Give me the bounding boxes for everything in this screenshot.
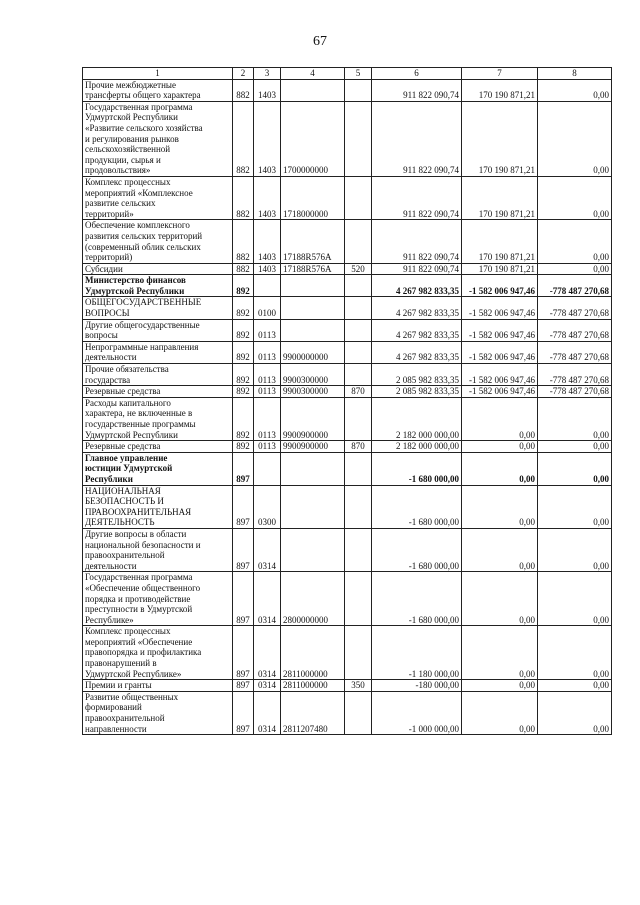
amount-col8-cell: 0,00 — [538, 441, 612, 453]
department-code-cell: 892 — [233, 297, 254, 319]
table-row — [83, 626, 612, 680]
section-code-cell: 0113 — [254, 319, 281, 341]
amount-col7-cell: 0,00 — [462, 626, 538, 680]
expense-type-cell — [345, 297, 372, 319]
department-code-cell: 897 — [233, 680, 254, 692]
section-code-cell: 0300 — [254, 485, 281, 528]
amount-col6-cell: -1 680 000,00 — [372, 452, 462, 485]
amount-col8-cell: -778 487 270,68 — [538, 297, 612, 319]
item-name-cell — [83, 101, 233, 176]
item-name-cell — [83, 397, 233, 440]
amount-col6-cell: 4 267 982 833,35 — [372, 319, 462, 341]
item-name-cell — [83, 441, 233, 453]
department-code-cell: 882 — [233, 101, 254, 176]
amount-col8-cell: 0,00 — [538, 572, 612, 626]
item-name-cell — [83, 386, 233, 398]
expense-type-cell — [345, 691, 372, 734]
item-name-cell — [83, 364, 233, 386]
amount-col7-cell: -1 582 006 947,46 — [462, 386, 538, 398]
target-article-cell: 17188R576A — [281, 263, 345, 275]
amount-col6-cell: 911 822 090,74 — [372, 176, 462, 219]
target-article-cell: 9900000000 — [281, 341, 345, 363]
target-article-cell: 2811000000 — [281, 626, 345, 680]
amount-col8-cell: 0,00 — [538, 220, 612, 263]
item-name-text: Государственная программа Удмуртской Республики «Развитие сельского хозяйства и регулирования рынков сельскохозяйственной продукции, сырья и продовольствия» — [85, 101, 203, 176]
table-row — [83, 691, 612, 734]
expense-type-cell — [345, 319, 372, 341]
amount-col7-cell: 170 190 871,21 — [462, 101, 538, 176]
table-row — [83, 275, 612, 297]
target-article-cell — [281, 485, 345, 528]
target-article-cell — [281, 79, 345, 101]
section-code-cell: 0113 — [254, 341, 281, 363]
amount-col8-cell: -778 487 270,68 — [538, 341, 612, 363]
amount-col8-cell: 0,00 — [538, 176, 612, 219]
target-article-cell: 9900900000 — [281, 397, 345, 440]
expense-type-cell — [345, 572, 372, 626]
section-code-cell: 1403 — [254, 79, 281, 101]
column-header: 4 — [281, 68, 345, 80]
amount-col6-cell: 911 822 090,74 — [372, 101, 462, 176]
column-header: 5 — [345, 68, 372, 80]
section-code-cell: 1403 — [254, 176, 281, 219]
amount-col6-cell: 911 822 090,74 — [372, 79, 462, 101]
department-code-cell: 892 — [233, 341, 254, 363]
table-row — [83, 528, 612, 571]
target-article-cell: 2811000000 — [281, 680, 345, 692]
section-code-cell: 0113 — [254, 386, 281, 398]
expense-type-cell — [345, 79, 372, 101]
amount-col7-cell: -1 582 006 947,46 — [462, 364, 538, 386]
item-name-cell — [83, 626, 233, 680]
amount-col6-cell: 2 182 000 000,00 — [372, 441, 462, 453]
target-article-cell — [281, 275, 345, 297]
column-header: 7 — [462, 68, 538, 80]
target-article-cell — [281, 452, 345, 485]
target-article-cell: 1718000000 — [281, 176, 345, 219]
amount-col6-cell: 4 267 982 833,35 — [372, 275, 462, 297]
column-header: 8 — [538, 68, 612, 80]
table-row — [83, 176, 612, 219]
amount-col7-cell: 170 190 871,21 — [462, 176, 538, 219]
table-row — [83, 341, 612, 363]
section-code-cell: 0314 — [254, 572, 281, 626]
department-code-cell: 892 — [233, 397, 254, 440]
column-header: 1 — [83, 68, 233, 80]
department-code-cell: 882 — [233, 79, 254, 101]
expense-type-cell — [345, 626, 372, 680]
page-number: 67 — [313, 34, 327, 49]
amount-col7-cell: 0,00 — [462, 441, 538, 453]
target-article-cell — [281, 297, 345, 319]
section-code-cell — [254, 452, 281, 485]
amount-col7-cell: 170 190 871,21 — [462, 220, 538, 263]
target-article-cell: 2800000000 — [281, 572, 345, 626]
budget-table — [82, 67, 612, 735]
table-row — [83, 297, 612, 319]
expense-type-cell — [345, 397, 372, 440]
target-article-cell — [281, 528, 345, 571]
amount-col8-cell: -778 487 270,68 — [538, 275, 612, 297]
item-name-cell — [83, 79, 233, 101]
section-code-cell — [254, 275, 281, 297]
department-code-cell: 897 — [233, 626, 254, 680]
target-article-cell: 1700000000 — [281, 101, 345, 176]
item-name-text: Непрограммные направления деятельности — [85, 341, 199, 363]
item-name-cell — [83, 275, 233, 297]
amount-col6-cell: 4 267 982 833,35 — [372, 297, 462, 319]
amount-col8-cell: 0,00 — [538, 691, 612, 734]
amount-col6-cell: 911 822 090,74 — [372, 263, 462, 275]
table-row — [83, 452, 612, 485]
department-code-cell: 892 — [233, 319, 254, 341]
amount-col8-cell: 0,00 — [538, 485, 612, 528]
department-code-cell: 882 — [233, 263, 254, 275]
item-name-text: Другие общегосударственные вопросы — [85, 319, 200, 341]
section-code-cell: 0113 — [254, 364, 281, 386]
amount-col7-cell: -1 582 006 947,46 — [462, 275, 538, 297]
table-row — [83, 220, 612, 263]
expense-type-cell — [345, 452, 372, 485]
table-row — [83, 263, 612, 275]
item-name-cell — [83, 572, 233, 626]
amount-col8-cell: 0,00 — [538, 397, 612, 440]
amount-col6-cell: -1 680 000,00 — [372, 572, 462, 626]
amount-col6-cell: 2 085 982 833,35 — [372, 364, 462, 386]
item-name-text: Премии и гранты — [85, 680, 152, 691]
amount-col7-cell: 0,00 — [462, 691, 538, 734]
amount-col8-cell: 0,00 — [538, 79, 612, 101]
amount-col7-cell: 170 190 871,21 — [462, 79, 538, 101]
expense-type-cell — [345, 485, 372, 528]
expense-type-cell: 350 — [345, 680, 372, 692]
amount-col8-cell: 0,00 — [538, 626, 612, 680]
item-name-text: Главное управление юстиции Удмуртской Республики — [85, 452, 173, 484]
item-name-cell — [83, 691, 233, 734]
amount-col7-cell: 0,00 — [462, 397, 538, 440]
item-name-text: Резервные средства — [85, 386, 161, 397]
amount-col7-cell: -1 582 006 947,46 — [462, 319, 538, 341]
item-name-cell — [83, 341, 233, 363]
table-row — [83, 397, 612, 440]
expense-type-cell — [345, 176, 372, 219]
department-code-cell: 897 — [233, 691, 254, 734]
table-row — [83, 364, 612, 386]
amount-col6-cell: 4 267 982 833,35 — [372, 341, 462, 363]
section-code-cell: 0314 — [254, 528, 281, 571]
item-name-text: Министерство финансов Удмуртской Республики — [85, 275, 186, 296]
department-code-cell: 892 — [233, 364, 254, 386]
expense-type-cell — [345, 528, 372, 571]
amount-col8-cell: 0,00 — [538, 528, 612, 571]
item-name-cell — [83, 176, 233, 219]
amount-col7-cell: -1 582 006 947,46 — [462, 297, 538, 319]
item-name-cell — [83, 485, 233, 528]
target-article-cell: 9900300000 — [281, 386, 345, 398]
item-name-text: Комплекс процессных мероприятий «Обеспечение правопорядка и профилактика правонарушений в Удмуртской Республике» — [85, 626, 202, 679]
section-code-cell: 0314 — [254, 680, 281, 692]
column-header: 3 — [254, 68, 281, 80]
amount-col8-cell: -778 487 270,68 — [538, 364, 612, 386]
amount-col8-cell: 0,00 — [538, 452, 612, 485]
amount-col8-cell: 0,00 — [538, 680, 612, 692]
column-number-row — [83, 68, 612, 80]
table-row — [83, 319, 612, 341]
amount-col7-cell: 170 190 871,21 — [462, 263, 538, 275]
expense-type-cell: 870 — [345, 386, 372, 398]
section-code-cell: 1403 — [254, 263, 281, 275]
expense-type-cell — [345, 275, 372, 297]
amount-col6-cell: -180 000,00 — [372, 680, 462, 692]
amount-col8-cell: 0,00 — [538, 263, 612, 275]
item-name-text: Прочие межбюджетные трансферты общего характера — [85, 79, 201, 101]
item-name-text: Другие вопросы в области национальной безопасности и правоохранительной деятельности — [85, 528, 201, 571]
amount-col6-cell: 911 822 090,74 — [372, 220, 462, 263]
amount-col8-cell: -778 487 270,68 — [538, 386, 612, 398]
table-row — [83, 572, 612, 626]
item-name-text: Обеспечение комплексного развития сельских территорий (современный облик сельских территорий) — [85, 220, 203, 263]
amount-col7-cell: 0,00 — [462, 572, 538, 626]
amount-col6-cell: 2 182 000 000,00 — [372, 397, 462, 440]
amount-col7-cell: 0,00 — [462, 528, 538, 571]
section-code-cell: 1403 — [254, 220, 281, 263]
amount-col6-cell: -1 680 000,00 — [372, 485, 462, 528]
table-row — [83, 680, 612, 692]
table-row — [83, 386, 612, 398]
amount-col7-cell: -1 582 006 947,46 — [462, 341, 538, 363]
item-name-text: Государственная программа «Обеспечение общественного порядка и противодействие преступности в Удмуртской Республике» — [85, 572, 201, 625]
item-name-text: Субсидии — [85, 263, 123, 274]
section-code-cell: 0113 — [254, 397, 281, 440]
department-code-cell: 892 — [233, 386, 254, 398]
department-code-cell: 897 — [233, 485, 254, 528]
amount-col6-cell: -1 180 000,00 — [372, 626, 462, 680]
table-row — [83, 441, 612, 453]
section-code-cell: 0113 — [254, 441, 281, 453]
amount-col7-cell: 0,00 — [462, 485, 538, 528]
item-name-text: НАЦИОНАЛЬНАЯ БЕЗОПАСНОСТЬ И ПРАВООХРАНИТЕЛЬНАЯ ДЕЯТЕЛЬНОСТЬ — [85, 485, 192, 528]
amount-col7-cell: 0,00 — [462, 680, 538, 692]
section-code-cell: 1403 — [254, 101, 281, 176]
column-header: 2 — [233, 68, 254, 80]
item-name-cell — [83, 452, 233, 485]
target-article-cell: 9900900000 — [281, 441, 345, 453]
target-article-cell: 9900300000 — [281, 364, 345, 386]
expense-type-cell — [345, 341, 372, 363]
department-code-cell: 897 — [233, 452, 254, 485]
department-code-cell: 892 — [233, 275, 254, 297]
expense-type-cell — [345, 364, 372, 386]
item-name-text: ОБЩЕГОСУДАРСТВЕННЫЕ ВОПРОСЫ — [85, 297, 202, 319]
item-name-cell — [83, 263, 233, 275]
item-name-text: Прочие обязательства государства — [85, 364, 169, 385]
amount-col6-cell: -1 680 000,00 — [372, 528, 462, 571]
table-row — [83, 101, 612, 176]
section-code-cell: 0314 — [254, 691, 281, 734]
item-name-cell — [83, 528, 233, 571]
section-code-cell: 0314 — [254, 626, 281, 680]
item-name-cell — [83, 319, 233, 341]
section-code-cell: 0100 — [254, 297, 281, 319]
expense-type-cell — [345, 220, 372, 263]
table-row — [83, 79, 612, 101]
target-article-cell — [281, 319, 345, 341]
department-code-cell: 882 — [233, 176, 254, 219]
amount-col6-cell: 2 085 982 833,35 — [372, 386, 462, 398]
amount-col6-cell: -1 000 000,00 — [372, 691, 462, 734]
department-code-cell: 882 — [233, 220, 254, 263]
expense-type-cell: 520 — [345, 263, 372, 275]
department-code-cell: 897 — [233, 528, 254, 571]
amount-col7-cell: 0,00 — [462, 452, 538, 485]
item-name-text: Расходы капитального характера, не включенные в государственные программы Удмуртской Республики — [85, 397, 196, 440]
amount-col8-cell: -778 487 270,68 — [538, 319, 612, 341]
target-article-cell: 17188R576A — [281, 220, 345, 263]
department-code-cell: 897 — [233, 572, 254, 626]
item-name-cell — [83, 680, 233, 692]
item-name-text: Развитие общественных формирований правоохранительной направленности — [85, 691, 179, 734]
expense-type-cell — [345, 101, 372, 176]
item-name-cell — [83, 220, 233, 263]
column-header: 6 — [372, 68, 462, 80]
amount-col8-cell: 0,00 — [538, 101, 612, 176]
expense-type-cell: 870 — [345, 441, 372, 453]
department-code-cell: 892 — [233, 441, 254, 453]
item-name-text: Резервные средства — [85, 441, 161, 452]
item-name-text: Комплекс процессных мероприятий «Комплексное развитие сельских территорий» — [85, 176, 193, 219]
table-row — [83, 485, 612, 528]
target-article-cell: 2811207480 — [281, 691, 345, 734]
item-name-cell — [83, 297, 233, 319]
